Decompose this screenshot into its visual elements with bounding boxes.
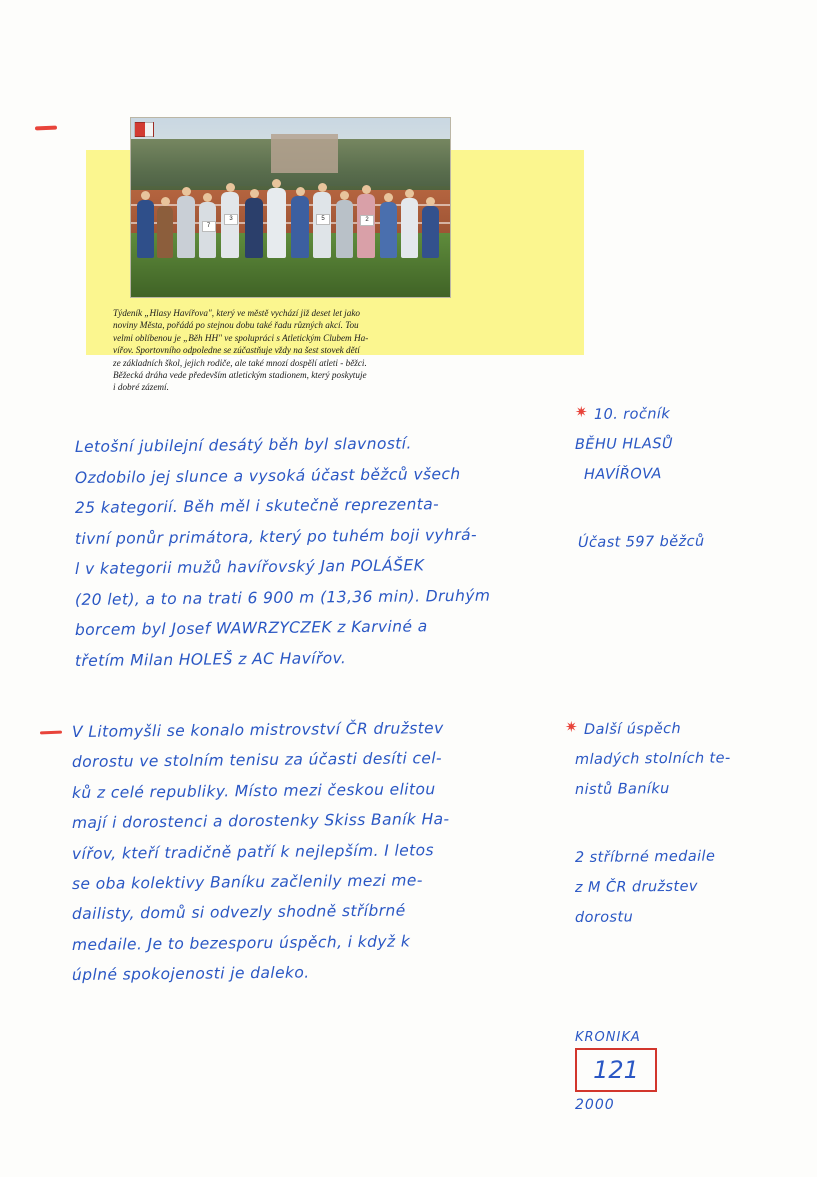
running-race-photo (130, 117, 451, 298)
runner-figure (245, 198, 263, 258)
caption-line: velmi oblíbenou je „Běh HH" ve spolupráci s Atletickým Clubem Ha- (113, 332, 369, 343)
red-pen-mark-top (35, 126, 57, 131)
handwritten-line: (20 let), a to na trati 6 900 m (13,36 min). Druhým (74, 586, 491, 609)
margin-note-line: mladých stolních te- (574, 750, 731, 768)
handwritten-line: mají i dorostenci a dorostenky Skiss Baník Ha- (71, 810, 450, 833)
margin-note-ucast (578, 528, 705, 558)
caption-line: vířov. Sportovního odpoledne se zúčastňuje vždy na šest stovek dětí (113, 345, 360, 356)
red-asterisk-icon: ✷ (565, 719, 578, 736)
margin-note-line: Další úspěch (583, 720, 682, 738)
photo-building (271, 134, 338, 173)
handwritten-line: l v kategorii mužů havířovský Jan POLÁŠEK (74, 556, 425, 578)
margin-note-line: BĚHU HLASŮ (574, 435, 674, 453)
runner-figure (291, 196, 309, 258)
page-number-box (575, 1048, 657, 1092)
margin-note-line: z M ČR družstev (574, 878, 698, 896)
page-number: 121 (593, 1056, 639, 1084)
caption-line: i dobré zázemí. (113, 382, 169, 393)
runner-figure (357, 194, 375, 258)
runner-figure (267, 188, 286, 258)
handwritten-line: dailisty, domů si odvezly shodně stříbrné (71, 901, 406, 924)
handwritten-line: ků z celé republiky. Místo mezi českou elitou (71, 780, 436, 802)
margin-note-line: nistů Baníku (574, 781, 670, 798)
runner-figure (422, 206, 439, 258)
runner-figure (401, 198, 418, 258)
handwritten-line: dorostu ve stolním tenisu za účasti desíti cel- (71, 749, 443, 772)
margin-note-beh-hlasu (575, 400, 673, 490)
handwritten-line: vířov, kteří tradičně patří k nejlepším. I letos (71, 840, 435, 863)
runner-bib: 7 (202, 221, 216, 232)
handwritten-line: se oba kolektivy Baníku začlenily mezi me- (71, 871, 423, 894)
caption-line: ze základních škol, jejich rodiče, ale také mnozí dospělí atleti - běžci. (113, 357, 367, 368)
kronika-label: KRONIKA (575, 1030, 641, 1045)
handwritten-line: tivní ponůr primátora, který po tuhém boji vyhrá- (74, 525, 478, 548)
red-asterisk-icon: ✷ (575, 404, 588, 421)
newspaper-caption (113, 307, 450, 394)
margin-note-line: 2 stříbrné medaile (574, 848, 716, 866)
kronika-year: 2000 (575, 1097, 615, 1113)
handwritten-line: třetím Milan HOLEŠ z AC Havířov. (74, 648, 347, 670)
margin-note-line: HAVÍŘOVA (583, 466, 662, 483)
handwritten-line: medaile. Je to bezesporu úspěch, i když k (71, 932, 411, 954)
handwritten-paragraph-2 (72, 717, 572, 991)
margin-note-line: dorostu (574, 909, 634, 926)
runner-figure (177, 196, 195, 258)
caption-line: Běžecká dráha vede především atletickým stadionem, který poskytuje (113, 370, 367, 381)
margin-note-line: Účast 597 běžců (577, 533, 705, 551)
runner-bib: 3 (224, 214, 238, 225)
runner-figure (380, 202, 397, 258)
czech-flag-icon (134, 122, 154, 137)
kronika-stamp (575, 1030, 667, 1113)
runner-figure (199, 202, 216, 258)
runner-figure (336, 200, 353, 258)
runner-figure (221, 192, 239, 258)
runner-figure (313, 192, 331, 258)
margin-note-medaile (575, 843, 715, 933)
handwritten-paragraph-1 (75, 432, 575, 676)
caption-line: Týdeník „Hlasy Havířova", který ve městě vychází již deset let jako (113, 308, 360, 318)
runner-figure (157, 206, 173, 258)
runner-bib: 2 (360, 215, 374, 226)
handwritten-line: Ozdobilo jej slunce a vysoká účast běžců všech (74, 464, 461, 487)
handwritten-line: V Litomyšli se konalo mistrovství ČR družstev (71, 719, 444, 741)
red-pen-mark-middle (40, 731, 62, 735)
margin-note-stolni-tenis (565, 715, 731, 805)
handwritten-line: borcem byl Josef WAWRZYCZEK z Karviné a (74, 617, 428, 639)
handwritten-line: 25 kategorií. Běh měl i skutečně reprezenta- (74, 495, 440, 517)
handwritten-line: úplné spokojenosti je daleko. (71, 963, 310, 985)
margin-note-line: 10. ročník (593, 406, 671, 423)
runner-bib: 5 (316, 214, 330, 225)
runner-figure (137, 200, 154, 258)
handwritten-line: Letošní jubilejní desátý běh byl slavností. (74, 434, 412, 456)
caption-line: noviny Města, pořádá po stejnou dobu také řadu různých akcí. Tou (113, 320, 359, 331)
